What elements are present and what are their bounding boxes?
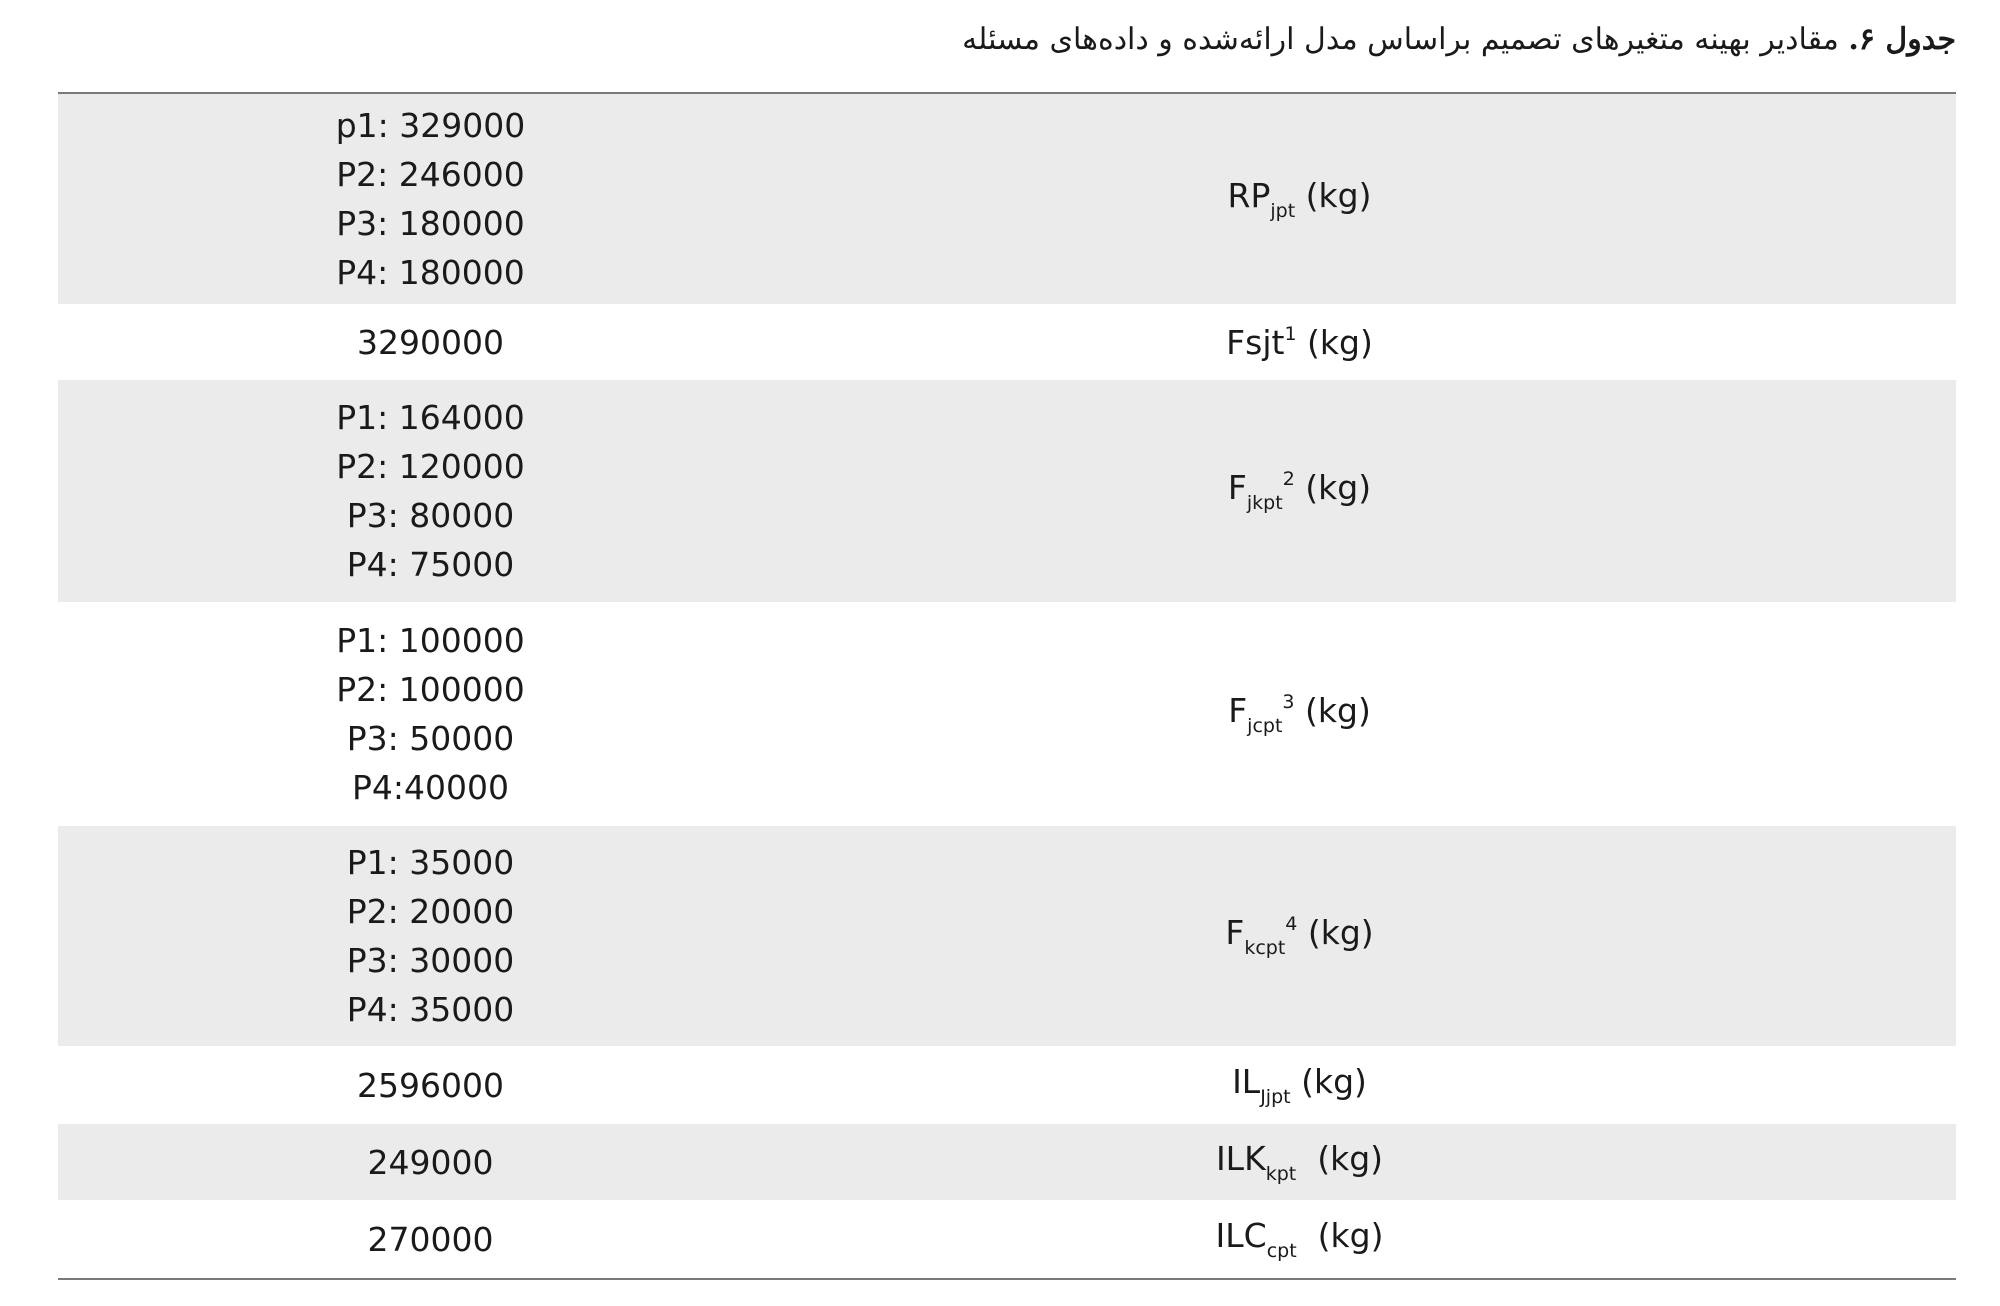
value-line: P2: 100000 — [336, 670, 525, 709]
variable-superscript: 1 — [1284, 322, 1297, 345]
variable-name: F — [1225, 913, 1245, 952]
variable-subscript: cpt — [1266, 1240, 1297, 1262]
variable-unit: (kg) — [1295, 176, 1372, 215]
variable-subscript: Jjpt — [1260, 1086, 1291, 1108]
value-cell — [58, 318, 803, 367]
value-line: P2: 246000 — [336, 155, 525, 194]
value-line: P1: 35000 — [346, 843, 515, 882]
table-row — [58, 602, 1956, 826]
value-line: 3290000 — [357, 322, 504, 362]
caption-separator: . — [1848, 22, 1859, 57]
variable-unit: (kg) — [1296, 322, 1373, 362]
value-line: P3: 50000 — [346, 719, 515, 758]
caption-label: جدول ۶ — [1858, 22, 1956, 57]
variable-name: Fsjt — [1226, 322, 1285, 362]
variable-subscript: kpt — [1265, 1163, 1297, 1185]
variable-cell — [803, 323, 1956, 362]
variable-name: IL — [1232, 1062, 1261, 1101]
table-row — [58, 94, 1956, 304]
value-line: P4: 180000 — [336, 253, 525, 292]
variable-superscript: 4 — [1285, 913, 1298, 935]
decision-variables-table — [58, 92, 1956, 1280]
value-line: P1: 164000 — [336, 398, 525, 437]
variable-unit: (kg) — [1296, 1139, 1384, 1178]
value-line: P4: 75000 — [346, 545, 515, 584]
value-cell — [58, 1061, 803, 1110]
caption-text: مقادیر بهینه متغیرهای تصمیم براساس مدل ارائه‌شده و داده‌های مسئله — [962, 22, 1849, 57]
variable-unit: (kg) — [1296, 1216, 1384, 1255]
variable-cell — [803, 913, 1956, 959]
value-line: 2596000 — [357, 1065, 504, 1105]
table-row — [58, 1046, 1956, 1124]
variable-unit: (kg) — [1297, 913, 1374, 952]
value-line: P1: 100000 — [336, 621, 525, 660]
value-cell — [58, 1138, 803, 1187]
value-line: p1: 329000 — [335, 106, 526, 145]
variable-cell — [803, 1139, 1956, 1185]
variable-name: ILK — [1215, 1139, 1266, 1178]
variable-unit: (kg) — [1294, 691, 1371, 730]
value-cell — [58, 101, 803, 297]
value-line: P4: 35000 — [346, 990, 515, 1029]
value-line: P2: 20000 — [346, 892, 515, 931]
value-cell — [58, 1215, 803, 1264]
variable-subscript: kcpt — [1244, 937, 1286, 959]
table-caption — [962, 22, 1956, 57]
variable-name: F — [1228, 691, 1248, 730]
variable-superscript: 2 — [1282, 468, 1295, 490]
value-line: P2: 120000 — [336, 447, 525, 486]
variable-cell — [803, 691, 1956, 737]
table-row — [58, 826, 1956, 1046]
variable-subscript: jkpt — [1246, 492, 1283, 514]
variable-name: RP — [1227, 176, 1271, 215]
value-cell — [58, 393, 803, 589]
variable-name: ILC — [1215, 1216, 1267, 1255]
value-line: P3: 30000 — [346, 941, 515, 980]
variable-cell — [803, 176, 1956, 222]
value-line: P3: 80000 — [346, 496, 515, 535]
variable-subscript: jpt — [1270, 200, 1296, 222]
variable-superscript: 3 — [1282, 691, 1295, 713]
table-row — [58, 1124, 1956, 1200]
value-line: P4:40000 — [352, 768, 509, 807]
table-row — [58, 1200, 1956, 1278]
variable-subscript: jcpt — [1247, 715, 1283, 737]
variable-cell — [803, 1062, 1956, 1108]
value-cell — [58, 838, 803, 1034]
variable-name: F — [1227, 468, 1247, 507]
value-line: 249000 — [367, 1142, 494, 1182]
table-row — [58, 380, 1956, 602]
variable-unit: (kg) — [1294, 468, 1372, 507]
table-row — [58, 304, 1956, 380]
value-line: 270000 — [367, 1219, 494, 1259]
variable-cell — [803, 1216, 1956, 1262]
value-line: P3: 180000 — [336, 204, 525, 243]
variable-unit: (kg) — [1290, 1062, 1367, 1101]
value-cell — [58, 616, 803, 812]
variable-cell — [803, 468, 1956, 514]
